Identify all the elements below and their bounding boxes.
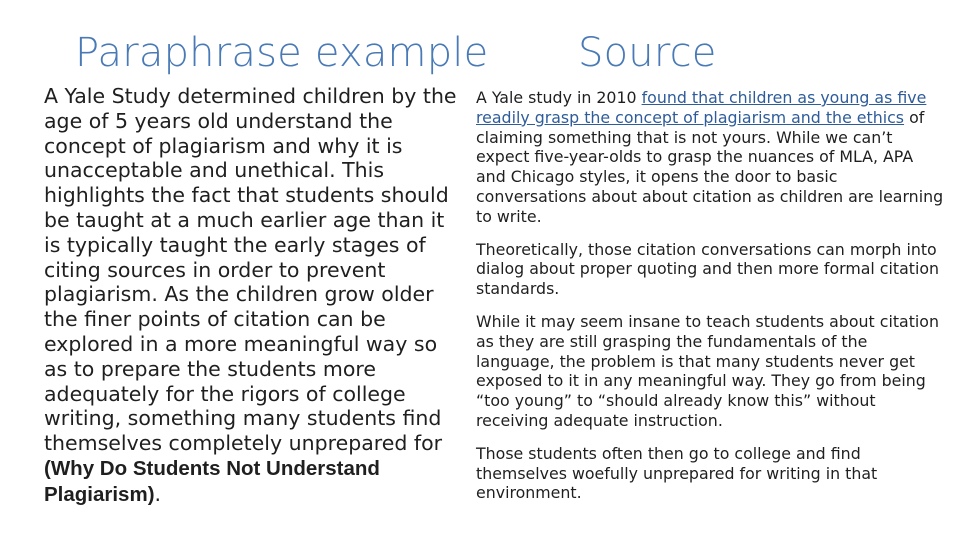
paraphrase-title: Paraphrase example	[75, 30, 489, 76]
source-paragraph-3: While it may seem insane to teach students about citation as they are still grasping the fundamentals of the language, the problem is that many students never get exposed to it in any meaningful way. They go from being “too young” to “should already know this” without receiving adequate instruction.	[476, 311, 939, 430]
source-p1-suffix: of claiming something that is not yours. While we can’t expect five-year-olds to grasp the nuances of MLA, APA and Chicago styles, it opens the door to basic conversations about about citation as children are learning to write.	[476, 107, 944, 226]
source-paragraph-4: Those students often then go to college and find themselves woefully unprepared for writing in that environment.	[476, 443, 878, 503]
source-title: Source	[578, 30, 717, 76]
paraphrase-citation: (Why Do Students Not Understand Plagiarism)	[44, 456, 380, 506]
source-paragraph-2: Theoretically, those citation conversations can morph into dialog about proper quoting and then more formal citation standards.	[476, 239, 940, 299]
source-paragraph-1	[476, 88, 946, 227]
paraphrase-body	[44, 84, 464, 508]
paraphrase-text: A Yale Study determined children by the age of 5 years old understand the concept of plagiarism and why it is unacceptable and unethical. This highlights the fact that students should be taught at a much earlier age than it is typically taught the early stages of citing sources in order to prevent plagiarism. As the children grow older the finer points of citation can be explored in a more meaningful way so as to prepare the students more adequately for the rigors of college writing, something many students find themselves completely unprepared for	[44, 84, 457, 456]
source-body	[476, 88, 946, 516]
source-link[interactable]: found that children as young as five readily grasp the concept of plagiarism and the ethics	[476, 88, 927, 127]
source-p1-prefix: A Yale study in 2010	[476, 88, 642, 107]
citation-period: .	[154, 481, 162, 506]
